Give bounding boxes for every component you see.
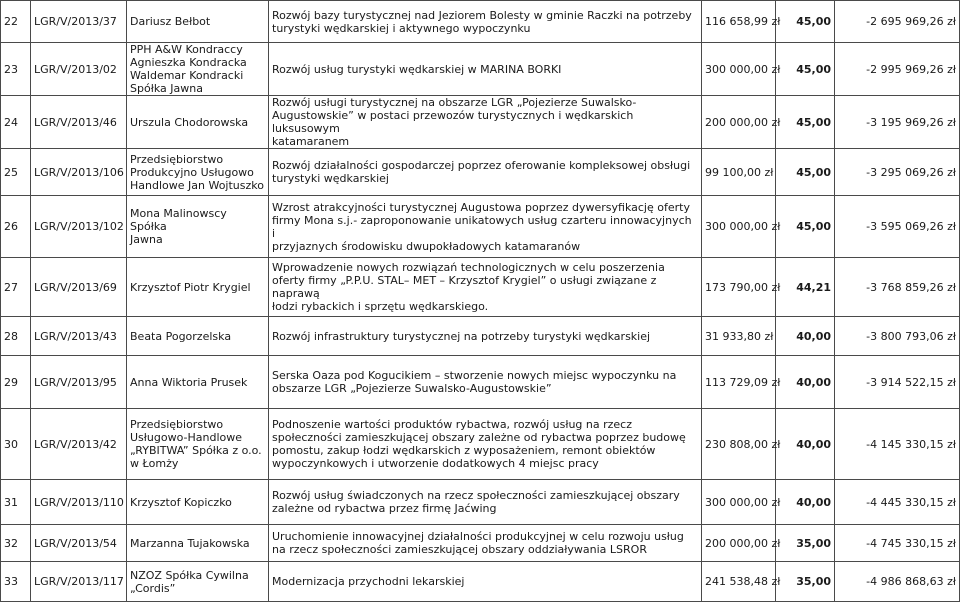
row-number: 32: [1, 525, 31, 562]
beneficiary-name-line: NZOZ Spółka Cywilna: [130, 568, 249, 582]
beneficiary-name-line: Agnieszka Kondracka: [130, 56, 247, 69]
operation-title-line: Podnoszenie wartości produktów rybactwa, rozwój usług na rzecz: [272, 418, 632, 431]
row-number: 30: [1, 409, 31, 480]
beneficiary-name-line: Dariusz Bełbot: [130, 15, 211, 28]
application-signature: LGR/V/2013/54: [31, 525, 127, 562]
row-number: 25: [1, 149, 31, 196]
operation-title: [269, 480, 702, 525]
operation-title-line: turystyki wędkarskiej: [272, 172, 389, 185]
beneficiary-name: [127, 149, 269, 196]
requested-amount: 99 100,00 zł: [702, 149, 776, 196]
remaining-limit: -4 445 330,15 zł: [835, 480, 960, 525]
row-number: 23: [1, 43, 31, 96]
operation-title: [269, 317, 702, 356]
operation-title: [269, 562, 702, 602]
application-signature: LGR/V/2013/37: [31, 1, 127, 43]
application-signature: LGR/V/2013/69: [31, 258, 127, 317]
operation-title-line: społeczności zamieszkującej obszary zależne od rybactwa poprzez budowę: [272, 431, 686, 444]
operation-title-line: przyjaznych środowisku dwupokładowych katamaranów: [272, 239, 581, 253]
table-row: [1, 258, 960, 317]
score-points: 45,00: [776, 96, 835, 149]
remaining-limit: -4 745 330,15 zł: [835, 525, 960, 562]
remaining-limit: -3 800 793,06 zł: [835, 317, 960, 356]
requested-amount: 300 000,00 zł: [702, 43, 776, 96]
beneficiary-name: [127, 480, 269, 525]
beneficiary-name: [127, 1, 269, 43]
row-number: 33: [1, 562, 31, 602]
operation-title: [269, 149, 702, 196]
remaining-limit: -4 986 868,63 zł: [835, 562, 960, 602]
remaining-limit: -3 768 859,26 zł: [835, 258, 960, 317]
beneficiary-name-line: Jawna: [130, 233, 163, 246]
requested-amount: 230 808,00 zł: [702, 409, 776, 480]
beneficiary-name-line: Usługowo-Handlowe: [130, 431, 243, 444]
operation-title-line: Rozwój infrastruktury turystycznej na potrzeby turystyki wędkarskiej: [272, 329, 651, 343]
remaining-limit: -2 695 969,26 zł: [835, 1, 960, 43]
beneficiary-name-line: Handlowe Jan Wojtuszko: [130, 178, 264, 192]
remaining-limit: -4 145 330,15 zł: [835, 409, 960, 480]
application-signature: LGR/V/2013/43: [31, 317, 127, 356]
score-points: 44,21: [776, 258, 835, 317]
row-number: 26: [1, 196, 31, 258]
operation-title-line: Rozwój działalności gospodarczej poprzez oferowanie kompleksowej obsługi: [272, 159, 691, 172]
operation-title: [269, 525, 702, 562]
score-points: 45,00: [776, 196, 835, 258]
beneficiary-name-line: Waldemar Kondracki: [130, 69, 244, 82]
table-row: [1, 480, 960, 525]
beneficiary-name-line: Beata Pogorzelska: [130, 329, 232, 343]
operation-title: [269, 258, 702, 317]
remaining-limit: -3 295 069,26 zł: [835, 149, 960, 196]
operation-title-line: obszarze LGR „Pojezierze Suwalsko-Augustowskie”: [272, 382, 552, 395]
operation-title: [269, 1, 702, 43]
score-points: 40,00: [776, 409, 835, 480]
beneficiary-name: [127, 525, 269, 562]
score-points: 40,00: [776, 356, 835, 409]
requested-amount: 200 000,00 zł: [702, 96, 776, 149]
table-row: [1, 562, 960, 602]
table-row: [1, 317, 960, 356]
operation-title-line: turystyki wędkarskiej i aktywnego wypoczynku: [272, 21, 531, 35]
remaining-limit: -3 195 969,26 zł: [835, 96, 960, 149]
score-points: 35,00: [776, 562, 835, 602]
operation-title-line: wypoczynkowych i utworzenie dodatkowych 4 miejsc pracy: [272, 457, 599, 470]
beneficiary-name: [127, 96, 269, 149]
beneficiary-name: [127, 562, 269, 602]
beneficiary-name-line: Spółka Jawna: [130, 82, 203, 95]
operation-title-line: Augustowskie” w postaci przewozów turystycznych i wędkarskich luksusowym: [272, 109, 634, 135]
operation-title-line: Serska Oaza pod Kogucikiem – stworzenie nowych miejsc wypoczynku na: [272, 369, 677, 382]
beneficiary-name-line: Anna Wiktoria Prusek: [130, 375, 248, 389]
operation-title-line: Wzrost atrakcyjności turystycznej Augustowa poprzez dywersyfikację oferty: [272, 200, 690, 214]
beneficiary-name-line: Mona Malinowscy Spółka: [130, 207, 227, 233]
operation-title-line: Uruchomienie innowacyjnej działalności produkcyjnej w celu rozwoju usług: [272, 530, 684, 543]
application-signature: LGR/V/2013/102: [31, 196, 127, 258]
score-points: 45,00: [776, 43, 835, 96]
operation-title-line: katamaranem: [272, 135, 350, 148]
operation-title: [269, 43, 702, 96]
requested-amount: 300 000,00 zł: [702, 196, 776, 258]
operation-title-line: Rozwój usługi turystycznej na obszarze LGR „Pojezierze Suwalsko-: [272, 96, 637, 109]
requested-amount: 113 729,09 zł: [702, 356, 776, 409]
row-number: 24: [1, 96, 31, 149]
operation-title-line: na rzecz społeczności zamieszkującej obszary oddziaływania LSROR: [272, 543, 647, 556]
row-number: 22: [1, 1, 31, 43]
operation-title-line: Rozwój usług świadczonych na rzecz społeczności zamieszkującej obszary: [272, 489, 680, 502]
operation-title: [269, 96, 702, 149]
application-signature: LGR/V/2013/46: [31, 96, 127, 149]
beneficiary-name-line: Krzysztof Kopiczko: [130, 495, 232, 509]
requested-amount: 173 790,00 zł: [702, 258, 776, 317]
beneficiary-name-line: Produkcyjno Usługowo: [130, 165, 254, 179]
requested-amount: 300 000,00 zł: [702, 480, 776, 525]
beneficiary-name: [127, 409, 269, 480]
application-signature: LGR/V/2013/42: [31, 409, 127, 480]
beneficiary-name: [127, 317, 269, 356]
table-row: [1, 149, 960, 196]
beneficiary-name-line: Przedsiębiorstwo: [130, 152, 224, 166]
beneficiary-name: [127, 43, 269, 96]
beneficiary-name-line: w Łomży: [130, 457, 179, 470]
beneficiary-name-line: Marzanna Tujakowska: [130, 536, 250, 550]
table-row: [1, 43, 960, 96]
table-row: [1, 525, 960, 562]
table-row: [1, 196, 960, 258]
operation-title-line: Modernizacja przychodni lekarskiej: [272, 575, 465, 588]
operation-title-line: Wprowadzenie nowych rozwiązań technologicznych w celu poszerzenia: [272, 261, 665, 274]
requested-amount: 116 658,99 zł: [702, 1, 776, 43]
operation-title: [269, 356, 702, 409]
operation-title-line: oferty firmy „P.P.U. STAL– MET – Krzysztof Krygiel” o usługi związane z naprawą: [272, 274, 657, 300]
row-number: 27: [1, 258, 31, 317]
remaining-limit: -2 995 969,26 zł: [835, 43, 960, 96]
application-signature: LGR/V/2013/117: [31, 562, 127, 602]
score-points: 45,00: [776, 149, 835, 196]
beneficiary-name: [127, 196, 269, 258]
operation-title: [269, 409, 702, 480]
requested-amount: 241 538,48 zł: [702, 562, 776, 602]
application-signature: LGR/V/2013/02: [31, 43, 127, 96]
row-number: 28: [1, 317, 31, 356]
beneficiary-name-line: PPH A&W Kondraccy: [130, 43, 243, 56]
operation-title-line: firmy Mona s.j.- zaproponowanie unikatowych usług czarteru innowacyjnych i: [272, 213, 692, 240]
operation-title-line: pomostu, zakup łodzi wędkarskich z wyposażeniem, remont obiektów: [272, 444, 656, 457]
score-points: 40,00: [776, 317, 835, 356]
beneficiary-name-line: „RYBITWA” Spółka z o.o.: [130, 444, 262, 457]
beneficiary-name: [127, 258, 269, 317]
operation-title-line: Rozwój usług turystyki wędkarskiej w MARINA BORKI: [272, 62, 562, 76]
table-row: [1, 409, 960, 480]
application-signature: LGR/V/2013/110: [31, 480, 127, 525]
beneficiary-name-line: „Cordis”: [130, 581, 176, 595]
beneficiary-name-line: Krzysztof Piotr Krygiel: [130, 280, 251, 294]
score-points: 45,00: [776, 1, 835, 43]
score-points: 35,00: [776, 525, 835, 562]
operation-title-line: łodzi rybackich i sprzętu wędkarskiego.: [272, 300, 489, 313]
operation-title: [269, 196, 702, 258]
row-number: 31: [1, 480, 31, 525]
remaining-limit: -3 595 069,26 zł: [835, 196, 960, 258]
requested-amount: 200 000,00 zł: [702, 525, 776, 562]
beneficiary-name-line: Urszula Chodorowska: [130, 115, 249, 129]
application-signature: LGR/V/2013/106: [31, 149, 127, 196]
requested-amount: 31 933,80 zł: [702, 317, 776, 356]
beneficiary-name-line: Przedsiębiorstwo: [130, 418, 224, 431]
application-signature: LGR/V/2013/95: [31, 356, 127, 409]
operation-title-line: Rozwój bazy turystycznej nad Jeziorem Bolesty w gminie Raczki na potrzeby: [272, 8, 692, 22]
table-row: [1, 356, 960, 409]
table-row: [1, 96, 960, 149]
row-number: 29: [1, 356, 31, 409]
remaining-limit: -3 914 522,15 zł: [835, 356, 960, 409]
score-points: 40,00: [776, 480, 835, 525]
table-row: [1, 1, 960, 43]
beneficiary-name: [127, 356, 269, 409]
operation-title-line: zależne od rybactwa przez firmę Jaćwing: [272, 502, 497, 515]
